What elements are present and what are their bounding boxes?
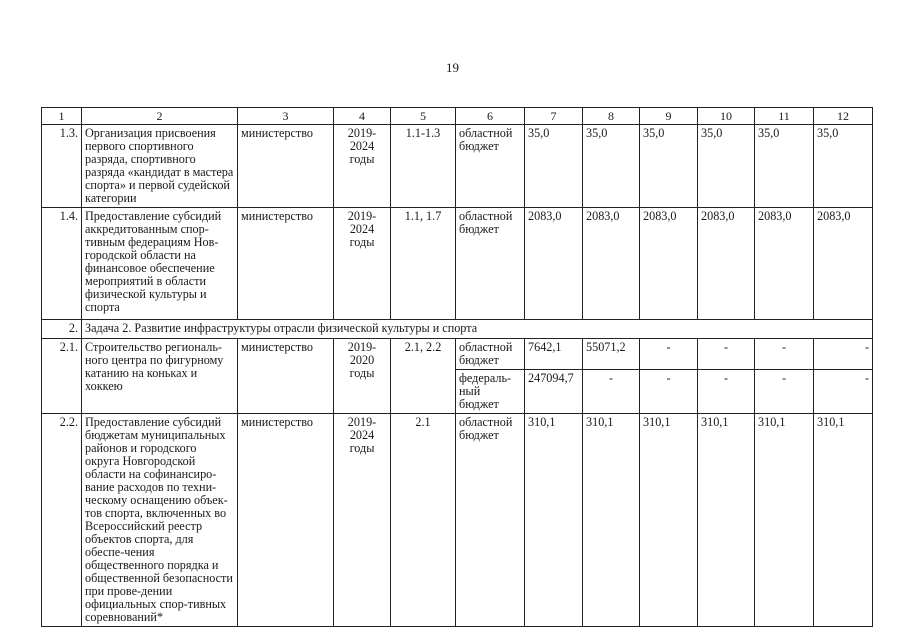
value-cell: 247094,7 bbox=[525, 370, 583, 414]
value-cell: 7642,1 bbox=[525, 339, 583, 370]
value-cell: 310,1 bbox=[698, 414, 755, 627]
value-cell: 2083,0 bbox=[755, 208, 814, 320]
value-cell: 2083,0 bbox=[640, 208, 698, 320]
value-cell: 35,0 bbox=[583, 125, 640, 208]
executor: министерство bbox=[238, 414, 334, 627]
funding-source: федераль-ный бюджет bbox=[456, 370, 525, 414]
value-cell: 35,0 bbox=[698, 125, 755, 208]
col-header: 12 bbox=[814, 108, 873, 125]
period: 2019-2024 годы bbox=[334, 414, 391, 627]
col-header: 6 bbox=[456, 108, 525, 125]
col-header: 5 bbox=[391, 108, 456, 125]
value-cell: - bbox=[640, 370, 698, 414]
value-cell: 35,0 bbox=[814, 125, 873, 208]
funding-source: областной бюджет bbox=[456, 125, 525, 208]
value-cell: - bbox=[583, 370, 640, 414]
task-row bbox=[42, 320, 873, 339]
activity-title: Строительство региональ-ного центра по фигурному катанию на коньках и хоккею bbox=[82, 339, 238, 414]
value-cell: 2083,0 bbox=[525, 208, 583, 320]
table-row bbox=[42, 339, 873, 370]
value-cell: - bbox=[755, 339, 814, 370]
row-number: 2.2. bbox=[42, 414, 82, 627]
col-header: 1 bbox=[42, 108, 82, 125]
table-row bbox=[42, 125, 873, 208]
value-cell: 2083,0 bbox=[814, 208, 873, 320]
value-cell: - bbox=[640, 339, 698, 370]
page-number: 19 bbox=[446, 60, 459, 75]
value-cell: 55071,2 bbox=[583, 339, 640, 370]
funding-source: областной бюджет bbox=[456, 208, 525, 320]
value-cell: 2083,0 bbox=[583, 208, 640, 320]
executor: министерство bbox=[238, 125, 334, 208]
period: 2019-2020 годы bbox=[334, 339, 391, 414]
value-cell: - bbox=[698, 370, 755, 414]
target-indicator: 1.1-1.3 bbox=[391, 125, 456, 208]
value-cell: - bbox=[755, 370, 814, 414]
value-cell: 35,0 bbox=[640, 125, 698, 208]
value-cell: 35,0 bbox=[755, 125, 814, 208]
row-number: 1.3. bbox=[42, 125, 82, 208]
executor: министерство bbox=[238, 339, 334, 414]
funding-source: областной бюджет bbox=[456, 339, 525, 370]
executor: министерство bbox=[238, 208, 334, 320]
value-cell: 310,1 bbox=[814, 414, 873, 627]
table-row bbox=[42, 414, 873, 627]
value-cell: 35,0 bbox=[525, 125, 583, 208]
target-indicator: 2.1, 2.2 bbox=[391, 339, 456, 414]
header-row bbox=[42, 108, 873, 125]
value-cell: - bbox=[814, 339, 873, 370]
value-cell: 310,1 bbox=[525, 414, 583, 627]
funding-source: областной бюджет bbox=[456, 414, 525, 627]
col-header: 8 bbox=[583, 108, 640, 125]
table-row bbox=[42, 208, 873, 320]
value-cell: 2083,0 bbox=[698, 208, 755, 320]
value-cell: 310,1 bbox=[640, 414, 698, 627]
col-header: 7 bbox=[525, 108, 583, 125]
col-header: 2 bbox=[82, 108, 238, 125]
value-cell: 310,1 bbox=[583, 414, 640, 627]
value-cell: - bbox=[698, 339, 755, 370]
task-title: Задача 2. Развитие инфраструктуры отрасли физической культуры и спорта bbox=[82, 320, 873, 339]
row-number: 2.1. bbox=[42, 339, 82, 414]
budget-table bbox=[41, 107, 873, 627]
col-header: 4 bbox=[334, 108, 391, 125]
col-header: 9 bbox=[640, 108, 698, 125]
value-cell: 310,1 bbox=[755, 414, 814, 627]
activity-title: Организация присвоения первого спортивного разряда, спортивного разряда «кандидат в мастера спорта» и первой судейской категории bbox=[82, 125, 238, 208]
period: 2019-2024 годы bbox=[334, 208, 391, 320]
col-header: 10 bbox=[698, 108, 755, 125]
target-indicator: 2.1 bbox=[391, 414, 456, 627]
value-cell: - bbox=[814, 370, 873, 414]
activity-title: Предоставление субсидий аккредитованным спор-тивным федерациям Нов-городской области на финансовое обеспечение мероприятий в области физической культуры и спорта bbox=[82, 208, 238, 320]
row-number: 2. bbox=[42, 320, 82, 339]
col-header: 11 bbox=[755, 108, 814, 125]
period: 2019-2024 годы bbox=[334, 125, 391, 208]
activity-title: Предоставление субсидий бюджетам муниципальных районов и городского округа Новгородской области на софинансиро-вание расходов по техни-ческому оснащению объек-тов спорта, включенных во Всероссийский реестр объектов спорта, для обеспе-чения общественного порядка и общественной безопасности при прове-дении официальных спор-тивных соревнований* bbox=[82, 414, 238, 627]
row-number: 1.4. bbox=[42, 208, 82, 320]
col-header: 3 bbox=[238, 108, 334, 125]
target-indicator: 1.1, 1.7 bbox=[391, 208, 456, 320]
